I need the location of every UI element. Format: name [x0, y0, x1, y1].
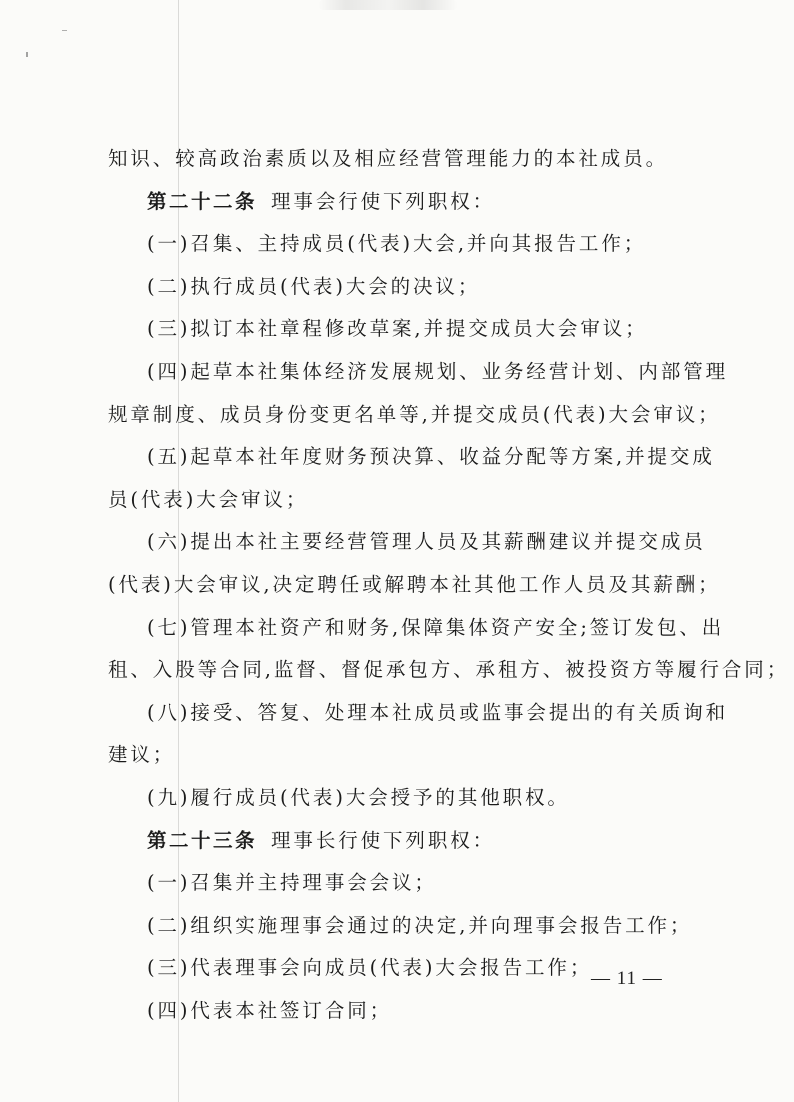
text-line: (六)提出本社主要经营管理人员及其薪酬建议并提交成员: [147, 530, 706, 554]
text-line: 规章制度、成员身份变更名单等,并提交成员(代表)大会审议；: [108, 402, 721, 426]
text-line: (三)拟订本社章程修改草案,并提交成员大会审议；: [147, 317, 648, 341]
page-number: — 11 —: [591, 968, 663, 989]
article-heading: 第二十三条: [147, 828, 258, 852]
text-line: 知识、较高政治素质以及相应经营管理能力的本社成员。: [108, 147, 669, 170]
text-line: (二)执行成员(代表)大会的决议；: [147, 274, 481, 298]
document-body: [108, 138, 790, 1032]
text-line: (四)起草本社集体经济发展规划、业务经营计划、内部管理: [147, 359, 729, 383]
text-line: 员(代表)大会审议；: [108, 487, 309, 511]
text-line: (八)接受、答复、处理本社成员或监事会提出的有关质询和: [147, 700, 729, 724]
article-line: 第二十三条 理事长行使下列职权：: [147, 828, 496, 852]
scan-speck: [62, 30, 67, 31]
text-line: (代表)大会审议,决定聘任或解聘本社其他工作人员及其薪酬；: [108, 572, 721, 596]
text-line: (一)召集并主持理事会会议；: [147, 871, 437, 895]
text-line: (九)履行成员(代表)大会授予的其他职权。: [147, 785, 570, 809]
text-line: (七)管理本社资产和财务,保障集体资产安全;签订发包、出: [147, 615, 725, 639]
text-line: (四)代表本社签订合同；: [147, 998, 393, 1022]
text-line: 租、入股等合同,监督、督促承包方、承租方、被投资方等履行合同；: [108, 658, 790, 682]
article-line: 第二十二条 理事会行使下列职权：: [147, 189, 496, 213]
scan-speck: [26, 52, 28, 57]
article-heading: 第二十二条: [147, 189, 258, 213]
text-line: (一)召集、主持成员(代表)大会,并向其报告工作；: [147, 232, 647, 256]
text-line: (二)组织实施理事会通过的决定,并向理事会报告工作；: [147, 913, 693, 937]
text-line: (五)起草本社年度财务预决算、收益分配等方案,并提交成: [147, 445, 715, 469]
text-line: (三)代表理事会向成员(代表)大会报告工作；: [147, 956, 593, 980]
text-line: 建议；: [108, 743, 176, 767]
scan-artifact: [318, 0, 458, 10]
